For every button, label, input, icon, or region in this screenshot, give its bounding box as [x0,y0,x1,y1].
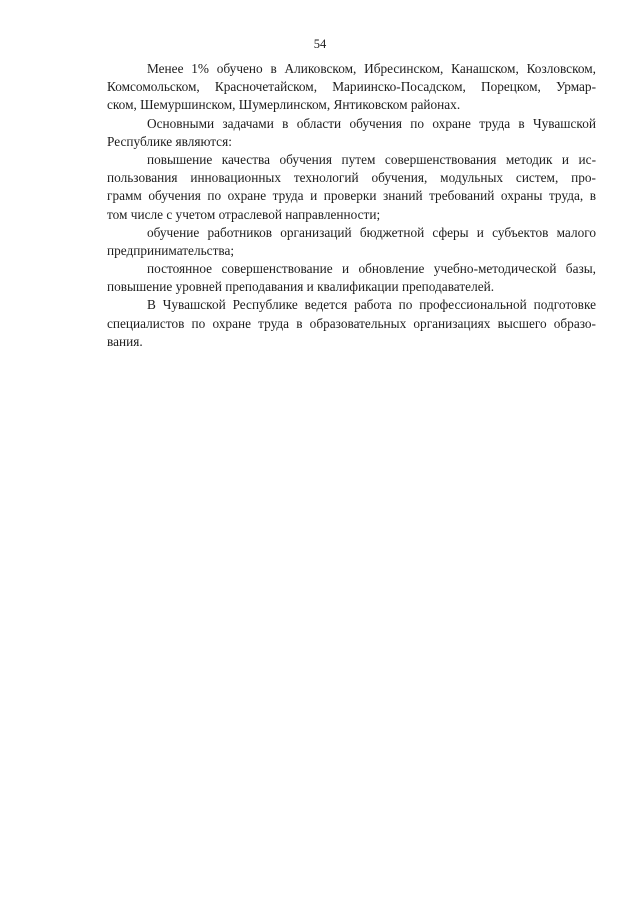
paragraph-line: обучение работников организаций бюджетной сферы и субъектов малого [147,224,596,240]
paragraph-line: вания. [107,333,143,349]
paragraph-line: Менее 1% обучено в Аликовском, Ибресинском, Канашском, Козловском, [147,61,596,76]
paragraph-line: постоянное совершенствование и обновление учебно-методической базы, [147,261,596,277]
paragraph-line: повышение качества обучения путем совершенствования методик и ис- [147,151,596,167]
paragraph-line: В Чувашской Республике ведется работа по профессиональной подготовке [147,297,596,313]
paragraph-line: повышение уровней преподавания и квалификации преподавателей. [107,279,495,295]
paragraph-line: Республике являются: [107,133,232,149]
paragraph-line: пользования инновационных технологий обучения, модульных систем, про- [107,170,596,186]
paragraph-line: специалистов по охране труда в образовательных организациях высшего образо- [107,315,596,331]
paragraph-line: том числе с учетом отраслевой направленности; [107,206,381,222]
body-text [107,60,596,351]
paragraph-line: предпринимательства; [107,242,235,258]
paragraph-line: грамм обучения по охране труда и проверки знаний требований охраны труда, в [107,188,596,204]
paragraph-line: Основными задачами в области обучения по охране труда в Чувашской [147,115,596,131]
paragraph-line: Комсомольском, Красночетайском, Мариинско-Посадском, Порецком, Урмар- [107,79,596,95]
page-number: 54 [313,37,327,51]
paragraph-line: ском, Шемуршинском, Шумерлинском, Янтиковском районах. [107,97,461,113]
